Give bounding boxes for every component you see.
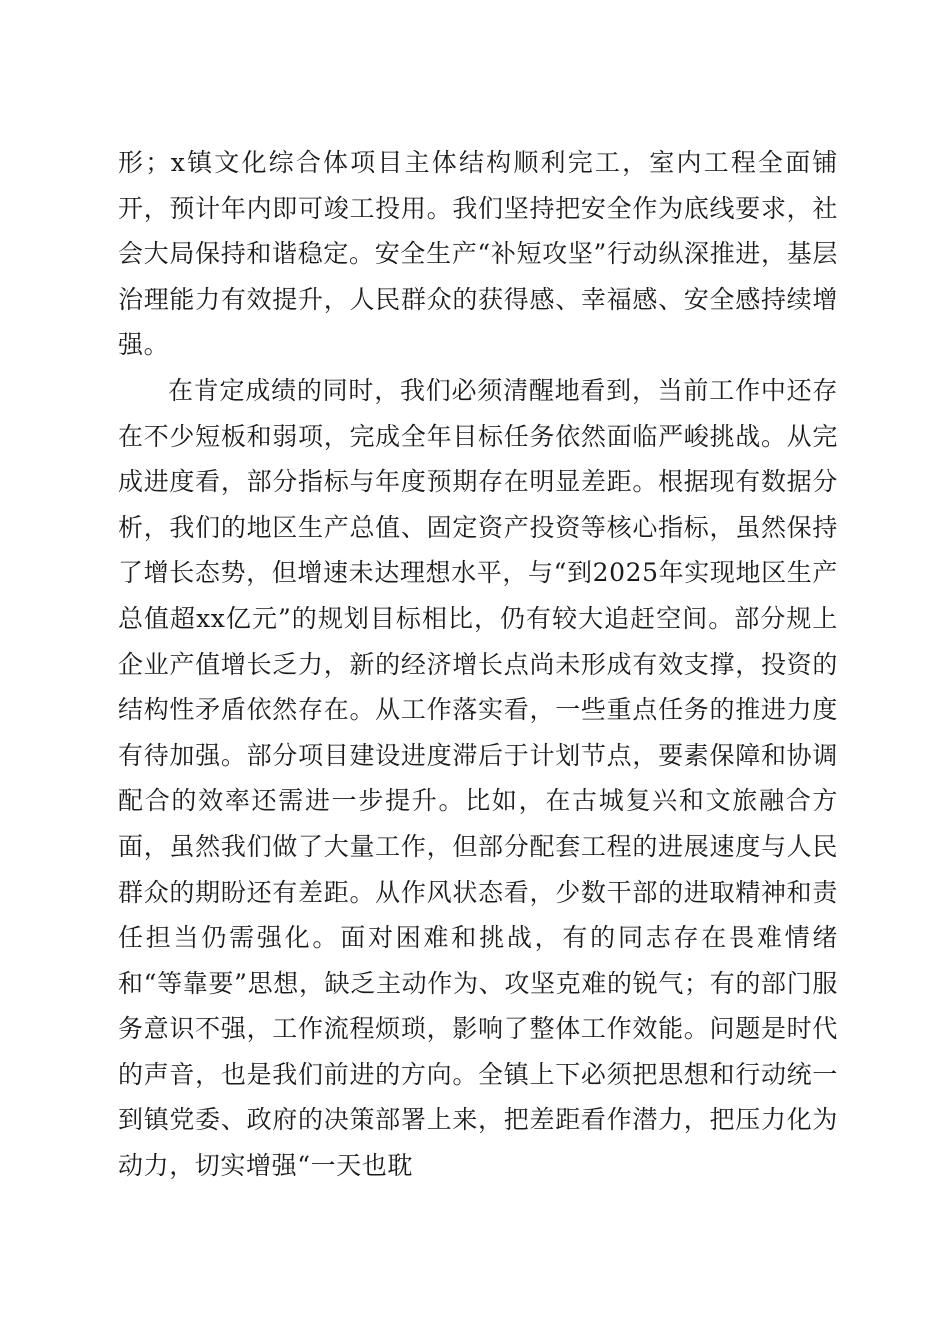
paragraph-2: 在肯定成绩的同时，我们必须清醒地看到，当前工作中还存在不少短板和弱项，完成全年目标任务依然面临严峻挑战。从完成进度看，部分指标与年度预期存在明显差距。根据现有数据分析，我们的地区生产总值、固定资产投资等核心指标，虽然保持了增长态势，但增速未达理想水平，与“到2025年实现地区生产总值超xx亿元”的规划目标相比，仍有较大追赶空间。部分规上企业产值增长乏力，新的经济增长点尚未形成有效支撑，投资的结构性矛盾依然存在。从工作落实看，一些重点任务的推进力度有待加强。部分项目建设进度滞后于计划节点，要素保障和协调配合的效率还需进一步提升。比如，在古城复兴和文旅融合方面，虽然我们做了大量工作，但部分配套工程的进展速度与人民群众的期盼还有差距。从作风状态看，少数干部的进取精神和责任担当仍需强化。面对困难和挑战，有的同志存在畏难情绪和“等靠要”思想，缺乏主动作为、攻坚克难的锐气；有的部门服务意识不强，工作流程烦琐，影响了整体工作效能。问题是时代的声音，也是我们前进的方向。全镇上下必须把思想和行动统一到镇党委、政府的决策部署上来，把差距看作潜力，把压力化为动力，切实增强“一天也耽 xyxy=(118,375,838,1181)
paragraph-1: 形；x镇文化综合体项目主体结构顺利完工，室内工程全面铺开，预计年内即可竣工投用。我们坚持把安全作为底线要求，社会大局保持和谐稳定。安全生产“补短攻坚”行动纵深推进，基层治理能力有效提升，人民群众的获得感、幸福感、安全感持续增强。 xyxy=(118,148,838,360)
document-body xyxy=(118,140,838,1189)
